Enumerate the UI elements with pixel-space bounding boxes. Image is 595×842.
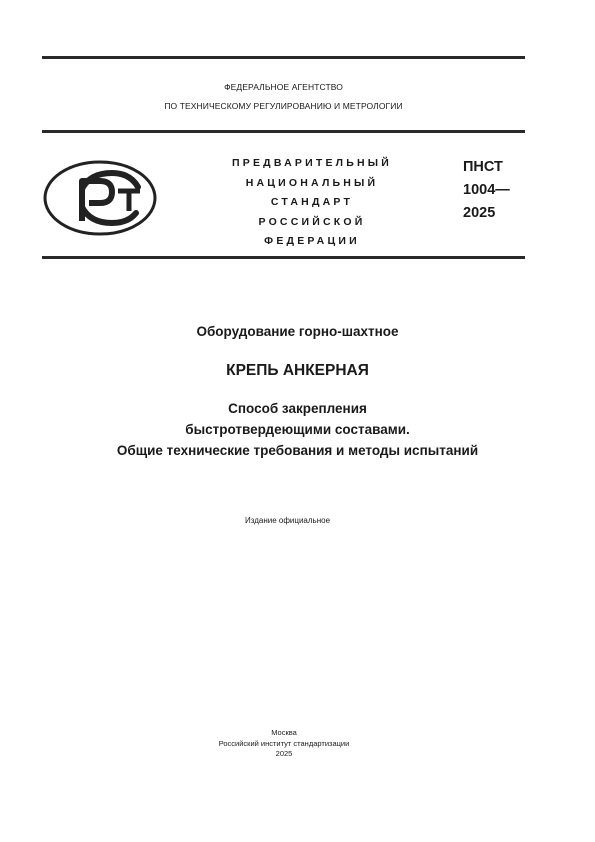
standard-type	[196, 154, 428, 252]
standard-code-prefix: ПНСТ	[463, 159, 503, 175]
agency-name-line2: ПО ТЕХНИЧЕСКОМУ РЕГУЛИРОВАНИЮ И МЕТРОЛОГИИ	[164, 101, 403, 111]
document-subject: Оборудование горно-шахтное	[196, 324, 399, 339]
top-rule	[42, 56, 525, 59]
imprint-year: 2025	[275, 749, 293, 758]
imprint-publisher: Российский институт стандартизации	[218, 738, 350, 748]
description-line: Способ закрепления	[228, 401, 367, 416]
middle-rule	[42, 130, 525, 133]
document-title: КРЕПЬ АНКЕРНАЯ	[226, 362, 369, 379]
standard-code-number: 1004—	[463, 182, 510, 198]
standard-type-line: ФЕДЕРАЦИИ	[264, 235, 360, 247]
standard-code	[463, 156, 510, 225]
standard-type-line: СТАНДАРТ	[270, 196, 354, 208]
standard-type-line: РОССИЙСКОЙ	[258, 215, 366, 228]
agency-name-line1: ФЕДЕРАЛЬНОЕ АГЕНТСТВО	[224, 82, 343, 92]
rst-logo-icon	[42, 159, 158, 237]
standard-code-year: 2025	[463, 205, 496, 221]
standard-type-line: НАЦИОНАЛЬНЫЙ	[245, 176, 379, 189]
standard-type-line: ПРЕДВАРИТЕЛЬНЫЙ	[232, 157, 392, 169]
imprint	[0, 728, 568, 760]
description-line: быстротвердеющими составами.	[185, 422, 410, 437]
lower-rule	[42, 256, 525, 259]
edition-note: Издание официальное	[244, 516, 331, 525]
description-line: Общие технические требования и методы испытаний	[116, 443, 479, 458]
imprint-city: Москва	[271, 728, 297, 737]
document-description	[0, 398, 595, 461]
